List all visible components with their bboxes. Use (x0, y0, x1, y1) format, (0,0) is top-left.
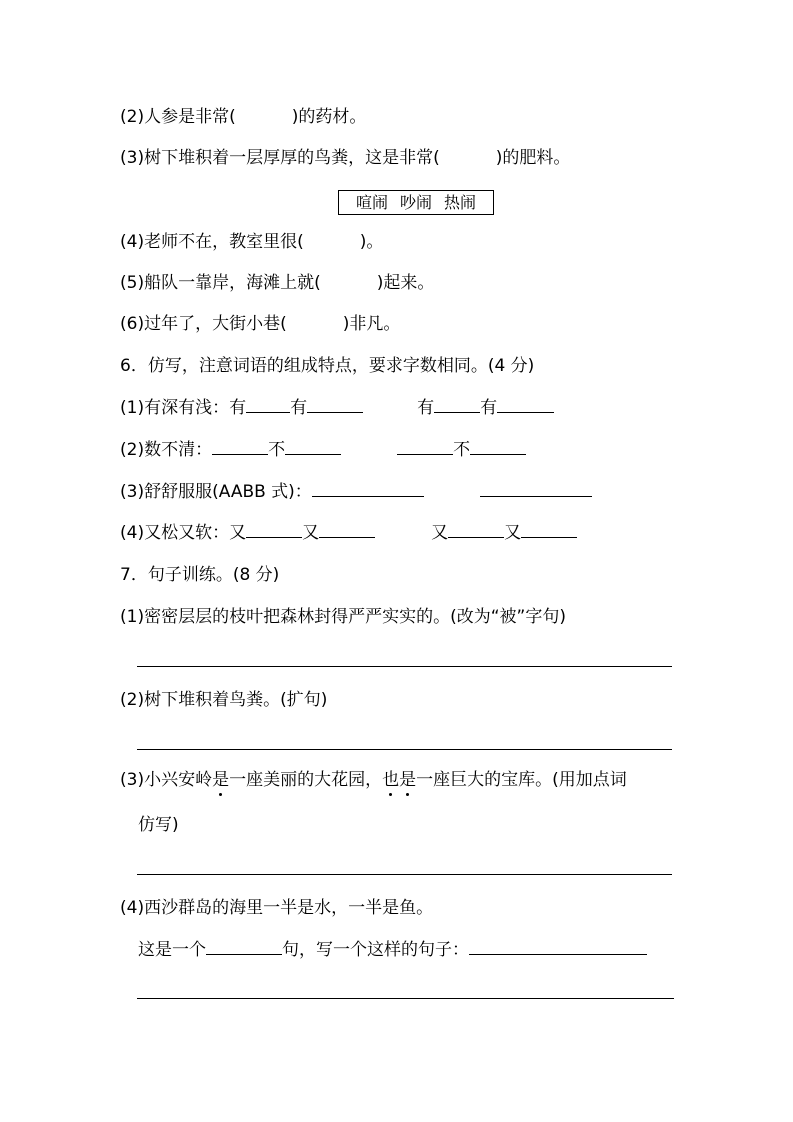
section-7-item-4: (4)西沙群岛的海里一半是水，一半是鱼。 (120, 898, 434, 918)
blank[interactable] (212, 438, 268, 455)
blank[interactable] (480, 480, 592, 497)
blank[interactable] (285, 438, 341, 455)
blank[interactable] (307, 396, 363, 413)
answer-line[interactable] (137, 666, 672, 667)
blank[interactable] (470, 438, 526, 455)
word-option: 吵闹 (399, 193, 432, 212)
dotted-char: 是 (212, 770, 230, 790)
section-7-item-2: (2)树下堆积着鸟粪。(扩句) (120, 690, 328, 710)
blank[interactable] (434, 396, 480, 413)
section-6-item-1: (1)有深有浅：有 有 有 有 (120, 396, 554, 420)
section-7-item-4-prompt: 这是一个 句，写一个这样的句子： (138, 938, 647, 962)
word-option: 喧闹 (355, 193, 388, 212)
blank[interactable] (448, 521, 504, 538)
section-7-item-1: (1)密密层层的枝叶把森林封得严严实实的。(改为“被”字句) (120, 607, 566, 627)
section-7-item-3: (3)小兴安岭是一座美丽的大花园，也是一座巨大的宝库。(用加点词 (120, 770, 627, 790)
blank[interactable] (246, 396, 290, 413)
section-6-item-3: (3)舒舒服服(AABB 式)： (120, 480, 592, 504)
blank[interactable] (497, 396, 554, 413)
section-6-item-2: (2)数不清： 不 不 (120, 438, 526, 462)
question-3: (3)树下堆积着一层厚厚的鸟粪，这是非常( )的肥料。 (120, 148, 571, 168)
blank[interactable] (319, 521, 375, 538)
blank[interactable] (521, 521, 577, 538)
section-6-title: 6．仿写，注意词语的组成特点，要求字数相同。(4 分) (120, 356, 535, 376)
section-7-title: 7．句子训练。(8 分) (120, 565, 280, 585)
blank[interactable] (312, 480, 424, 497)
blank[interactable] (246, 521, 302, 538)
blank[interactable] (469, 938, 647, 955)
word-option: 热闹 (444, 193, 477, 212)
question-4: (4)老师不在，教室里很( )。 (120, 232, 384, 252)
word-box (338, 190, 494, 215)
blank[interactable] (206, 938, 282, 955)
section-7-item-3-cont: 仿写) (138, 815, 179, 835)
question-2: (2)人参是非常( )的药材。 (120, 107, 367, 127)
answer-line[interactable] (137, 874, 672, 875)
dotted-char: 是 (399, 770, 417, 790)
blank[interactable] (397, 438, 453, 455)
dotted-char: 也 (382, 770, 400, 790)
question-5: (5)船队一靠岸，海滩上就( )起来。 (120, 273, 435, 293)
section-6-item-4: (4)又松又软：又 又 又 又 (120, 521, 577, 545)
answer-line[interactable] (137, 998, 674, 999)
question-6: (6)过年了，大街小巷( )非凡。 (120, 314, 401, 334)
answer-line[interactable] (137, 749, 672, 750)
